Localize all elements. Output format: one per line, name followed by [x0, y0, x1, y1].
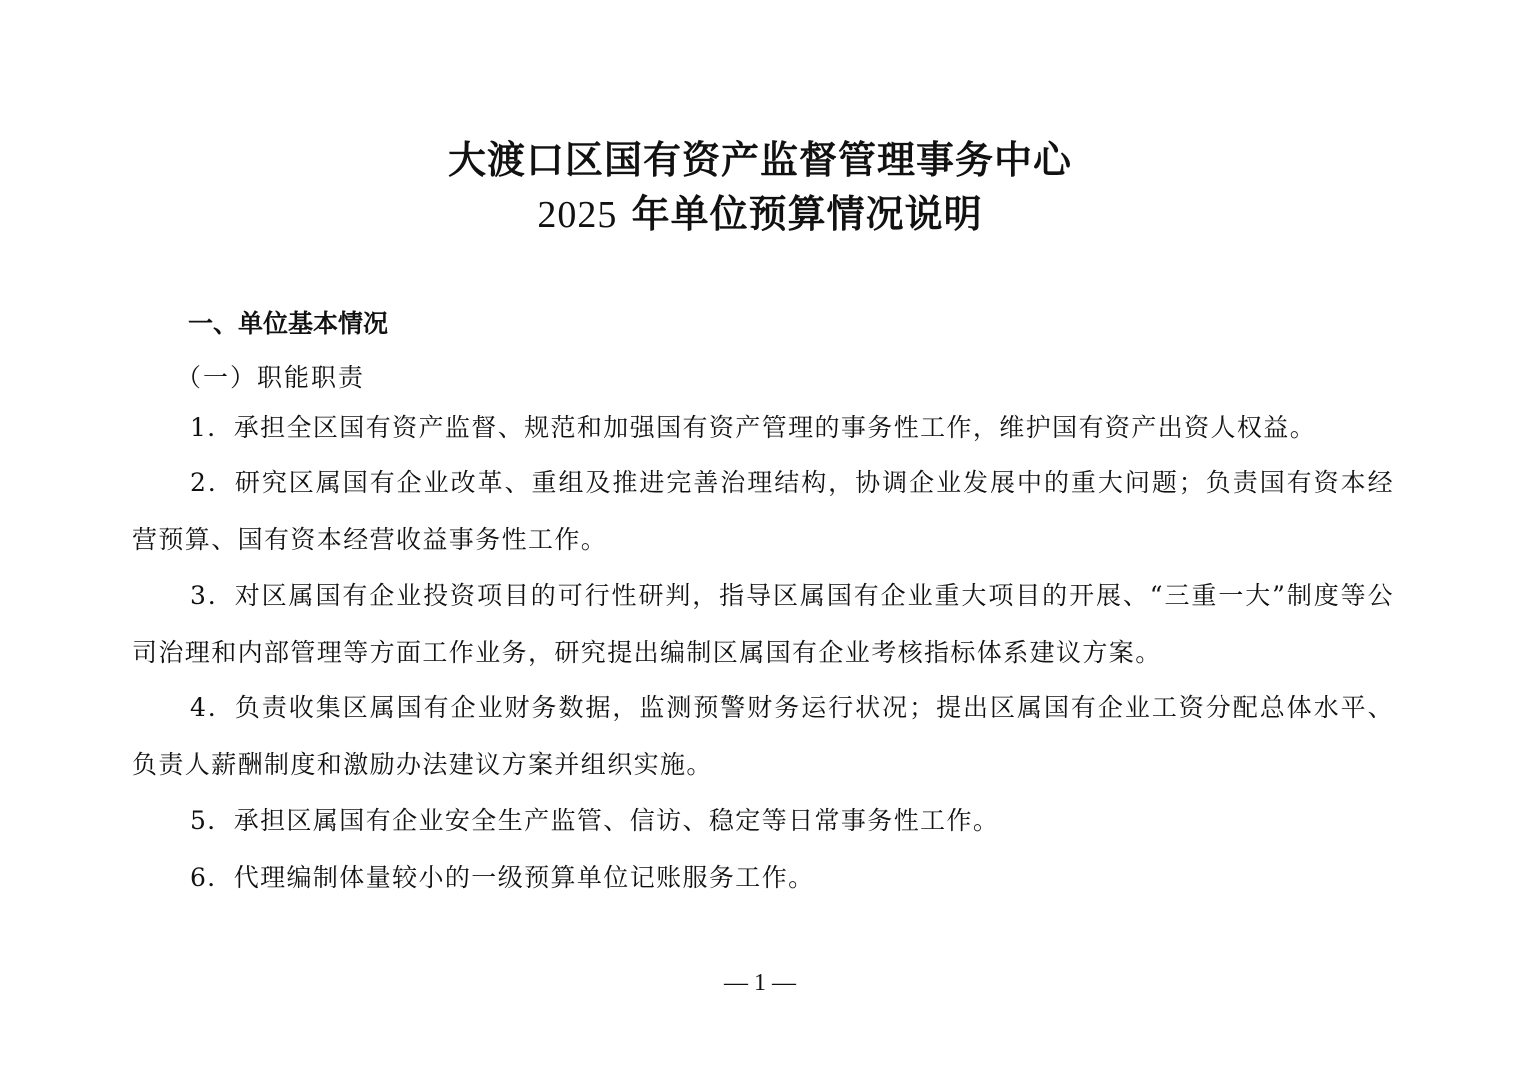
document-title-line2 — [0, 190, 1520, 239]
duty-item-3: 3．对区属国有企业投资项目的可行性研判，指导区属国有企业重大项目的开展、“三重一大”制度等公司治理和内部管理等方面工作业务，研究提出编制区属国有企业考核指标体系建议方案。 — [132, 581, 1394, 667]
document-title-line1: 大渡口区国有资产监督管理事务中心 — [447, 138, 1072, 182]
duty-item-1: 1．承担全区国有资产监督、规范和加强国有资产管理的事务性工作，维护国有资产出资人权益。 — [190, 413, 1317, 442]
duty-item-5: 5．承担区属国有企业安全生产监管、信访、稳定等日常事务性工作。 — [190, 806, 1000, 835]
document-title-text: 年单位预算情况说明 — [631, 192, 983, 236]
duty-item-4: 4．负责收集区属国有企业财务数据，监测预警财务运行状况；提出区属国有企业工资分配总体水平、负责人薪酬制度和激励办法建议方案并组织实施。 — [132, 693, 1394, 779]
duty-item-2: 2．研究区属国有企业改革、重组及推进完善治理结构，协调企业发展中的重大问题；负责国有资本经营预算、国有资本经营收益事务性工作。 — [132, 468, 1394, 554]
section-heading: 一、单位基本情况 — [188, 309, 389, 338]
document-title-year: 2025 — [537, 194, 618, 236]
duty-item-6: 6．代理编制体量较小的一级预算单位记账服务工作。 — [190, 863, 815, 892]
page-number: — 1 — — [724, 970, 796, 996]
subsection-heading: （一）职能职责 — [176, 363, 366, 392]
